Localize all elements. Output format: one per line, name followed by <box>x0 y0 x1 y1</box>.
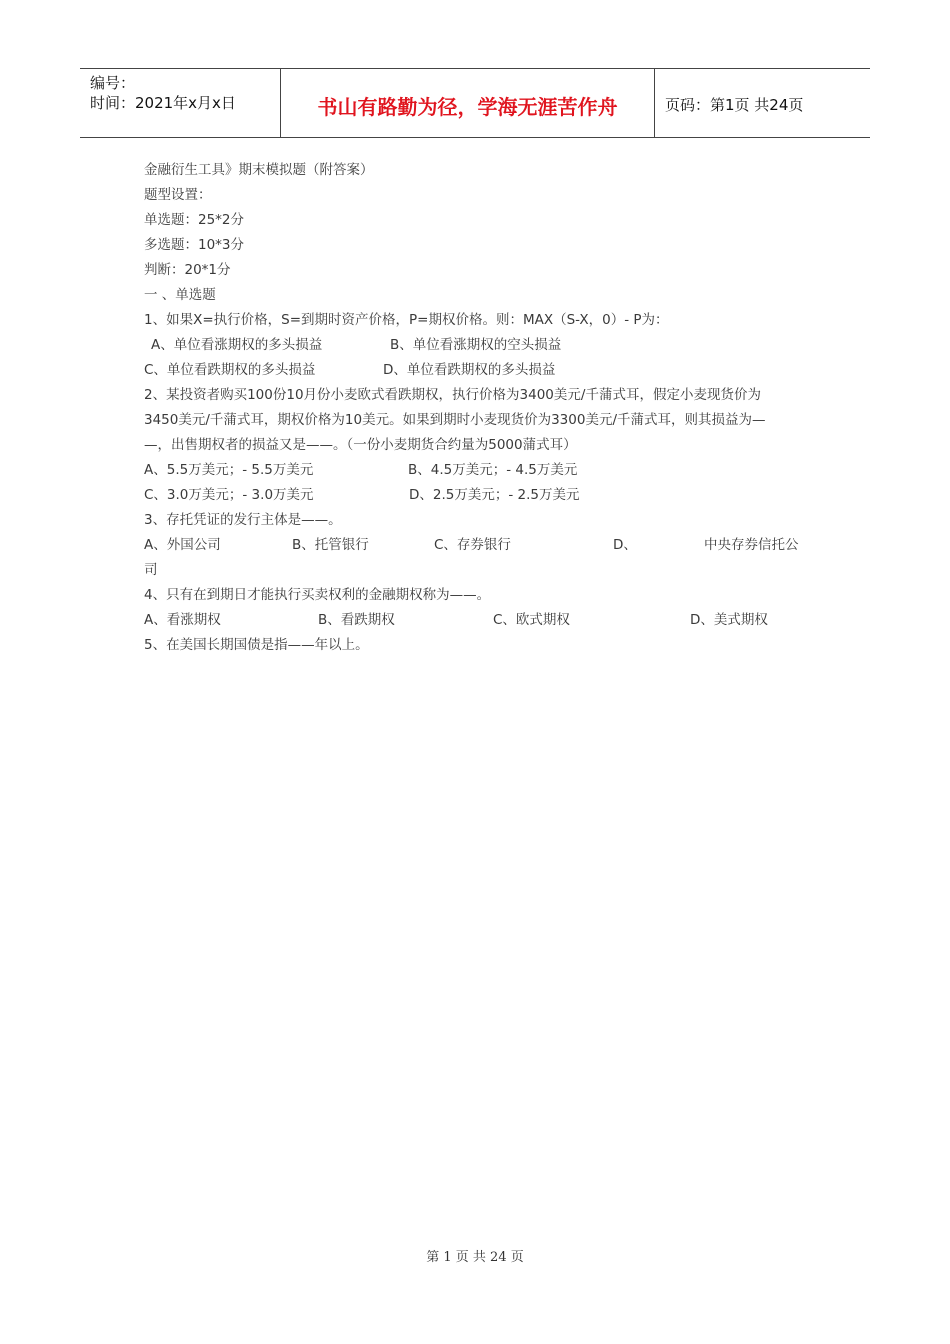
option-row <box>144 358 814 383</box>
section-heading: 一 、单选题 <box>144 287 216 303</box>
header-page-cell <box>655 69 870 137</box>
option-c: C、3.0万美元；- 3.0万美元 <box>144 487 314 503</box>
motto-text: 书山有路勤为径，学海无涯苦作舟 <box>317 95 618 119</box>
option-row <box>144 483 814 508</box>
option-b: B、单位看涨期权的空头损益 <box>390 337 562 353</box>
option-d-text-cont: 司 <box>144 562 158 578</box>
question-stem: 2、某投资者购买100份10月份小麦欧式看跌期权，执行价格为3400美元/千蒲式耳，假定小麦现货价为 <box>144 387 761 403</box>
setup-label: 题型设置： <box>144 187 212 203</box>
option-d: D、美式期权 <box>690 612 768 628</box>
setup-item: 单选题：25*2分 <box>144 212 245 228</box>
question-stem-cont: 3450美元/千蒲式耳，期权价格为10美元。如果到期时小麦现货价为3300美元/千蒲式耳，则其损益为— <box>144 412 766 428</box>
option-c: C、欧式期权 <box>493 612 570 628</box>
option-a: A、看涨期权 <box>144 612 221 628</box>
header-motto-cell <box>281 69 655 137</box>
option-a: A、外国公司 <box>144 537 221 553</box>
page-footer: 第 1 页 共 24 页 <box>426 1250 524 1265</box>
option-c: C、存券银行 <box>434 537 511 553</box>
document-title: 金融衍生工具》期末模拟题（附答案） <box>144 162 374 178</box>
question-stem-cont: —，出售期权者的损益又是——。（一份小麦期货合约量为5000蒲式耳） <box>144 437 577 453</box>
option-d: D、单位看跌期权的多头损益 <box>383 362 556 378</box>
option-d-text: 中央存券信托公 <box>704 537 799 553</box>
option-row <box>144 458 814 483</box>
question-stem: 1、如果X=执行价格，S=到期时资产价格，P=期权价格。则：MAX（S-X，0）- P为： <box>144 312 669 328</box>
option-d: D、 <box>613 537 637 553</box>
document-number-label: 编号： <box>90 74 136 92</box>
option-row <box>144 533 814 558</box>
option-row <box>144 608 814 633</box>
option-a: A、5.5万美元；- 5.5万美元 <box>144 462 314 478</box>
option-b: B、看跌期权 <box>318 612 395 628</box>
document-date: 时间：2021年x月x日 <box>90 94 236 112</box>
option-row <box>144 333 814 358</box>
header-meta-cell <box>80 69 281 137</box>
setup-item: 多选题：10*3分 <box>144 237 245 253</box>
setup-item: 判断：20*1分 <box>144 262 231 278</box>
option-b: B、托管银行 <box>292 537 369 553</box>
document-body <box>144 158 814 658</box>
option-a: A、单位看涨期权的多头损益 <box>151 337 323 353</box>
question-stem: 4、只有在到期日才能执行买卖权利的金融期权称为——。 <box>144 587 491 603</box>
option-b: B、4.5万美元；- 4.5万美元 <box>408 462 578 478</box>
question-stem: 5、在美国长期国债是指——年以上。 <box>144 637 369 653</box>
page-info: 页码：第1页 共24页 <box>665 96 804 114</box>
option-c: C、单位看跌期权的多头损益 <box>144 362 316 378</box>
document-header <box>80 68 870 138</box>
question-stem: 3、存托凭证的发行主体是——。 <box>144 512 342 528</box>
option-d: D、2.5万美元；- 2.5万美元 <box>409 487 580 503</box>
